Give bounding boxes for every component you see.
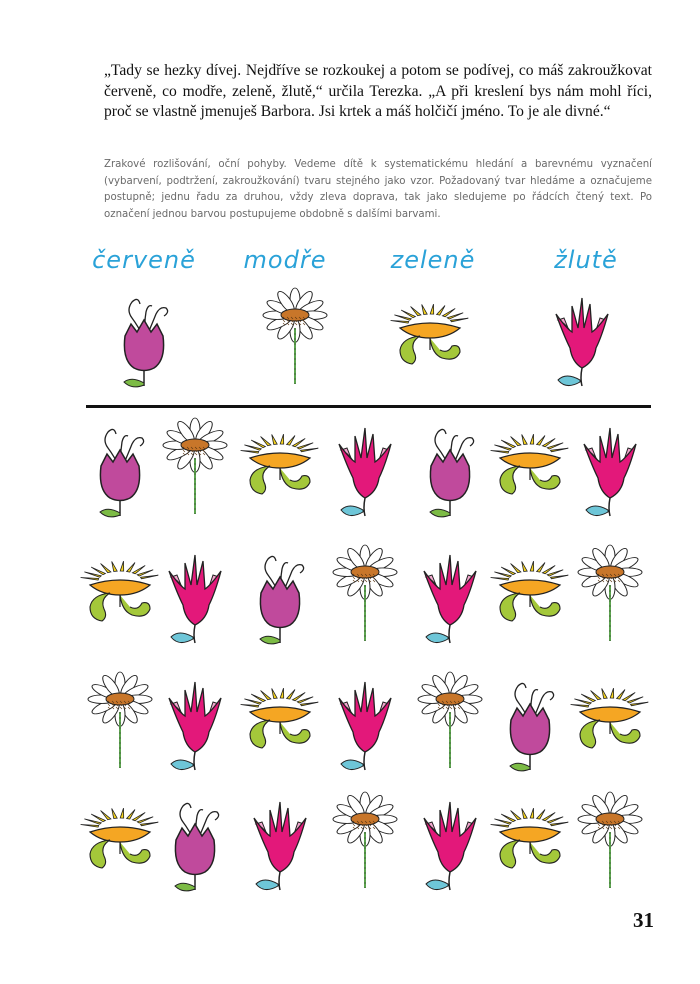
yellow-flower-icon[interactable] bbox=[390, 288, 470, 388]
magenta-tulip-icon[interactable] bbox=[325, 418, 405, 518]
yellow-flower-icon[interactable] bbox=[80, 792, 160, 892]
yellow-flower-icon[interactable] bbox=[490, 792, 570, 892]
magenta-tulip-icon[interactable] bbox=[240, 792, 320, 892]
yellow-flower-icon[interactable] bbox=[240, 672, 320, 772]
legend-label-yellow: žlutě bbox=[554, 246, 618, 274]
legend-label-red: červeně bbox=[92, 246, 196, 274]
magenta-tulip-icon[interactable] bbox=[155, 545, 235, 645]
tulip-icon[interactable] bbox=[155, 792, 235, 892]
yellow-flower-icon[interactable] bbox=[240, 418, 320, 518]
yellow-flower-icon[interactable] bbox=[490, 418, 570, 518]
page-number: 31 bbox=[633, 908, 654, 932]
daisy-icon[interactable] bbox=[570, 792, 650, 892]
daisy-icon[interactable] bbox=[570, 545, 650, 645]
magenta-tulip-icon[interactable] bbox=[325, 672, 405, 772]
legend-label-green: zeleně bbox=[390, 246, 476, 274]
yellow-flower-icon[interactable] bbox=[80, 545, 160, 645]
tulip-icon[interactable] bbox=[80, 418, 160, 518]
daisy-icon[interactable] bbox=[255, 288, 335, 388]
legend-label-blue: modře bbox=[243, 246, 327, 274]
daisy-icon[interactable] bbox=[80, 672, 160, 772]
tulip-icon[interactable] bbox=[240, 545, 320, 645]
magenta-tulip-icon[interactable] bbox=[570, 418, 650, 518]
tulip-icon[interactable] bbox=[490, 672, 570, 772]
daisy-icon[interactable] bbox=[325, 545, 405, 645]
magenta-tulip-icon[interactable] bbox=[410, 545, 490, 645]
daisy-icon[interactable] bbox=[410, 672, 490, 772]
daisy-icon[interactable] bbox=[155, 418, 235, 518]
divider-line bbox=[86, 405, 651, 408]
tulip-icon[interactable] bbox=[104, 288, 184, 388]
daisy-icon[interactable] bbox=[325, 792, 405, 892]
magenta-tulip-icon[interactable] bbox=[410, 792, 490, 892]
yellow-flower-icon[interactable] bbox=[570, 672, 650, 772]
magenta-tulip-icon[interactable] bbox=[155, 672, 235, 772]
story-paragraph: „Tady se hezky dívej. Nejdříve se rozkoukej a potom se podívej, co máš zakroužkovat červeně, co modře, zeleně, žlutě,“ určila Terezka. „A při kreslení bys nám mohl říci, proč se vlastně jmenuješ Barbora. Jsi krtek a máš holčičí jméno. To je ale divné.“ bbox=[104, 62, 652, 120]
tulip-icon[interactable] bbox=[410, 418, 490, 518]
instruction-note: Zrakové rozlišování, oční pohyby. Vedeme dítě k systematickému hledání a barevnému vyznačení (vybarvení, podtržení, zakroužkování) tvaru stejného jako vzor. Požadovaný tvar hledáme a označujeme postupně; jednu řadu za druhou, vždy zleva doprava, tak jako sledujeme po řádcích čtený text. Po označení jednou barvou postupujeme obdobně s dalšími barvami. bbox=[104, 159, 652, 220]
magenta-tulip-icon[interactable] bbox=[542, 288, 622, 388]
yellow-flower-icon[interactable] bbox=[490, 545, 570, 645]
